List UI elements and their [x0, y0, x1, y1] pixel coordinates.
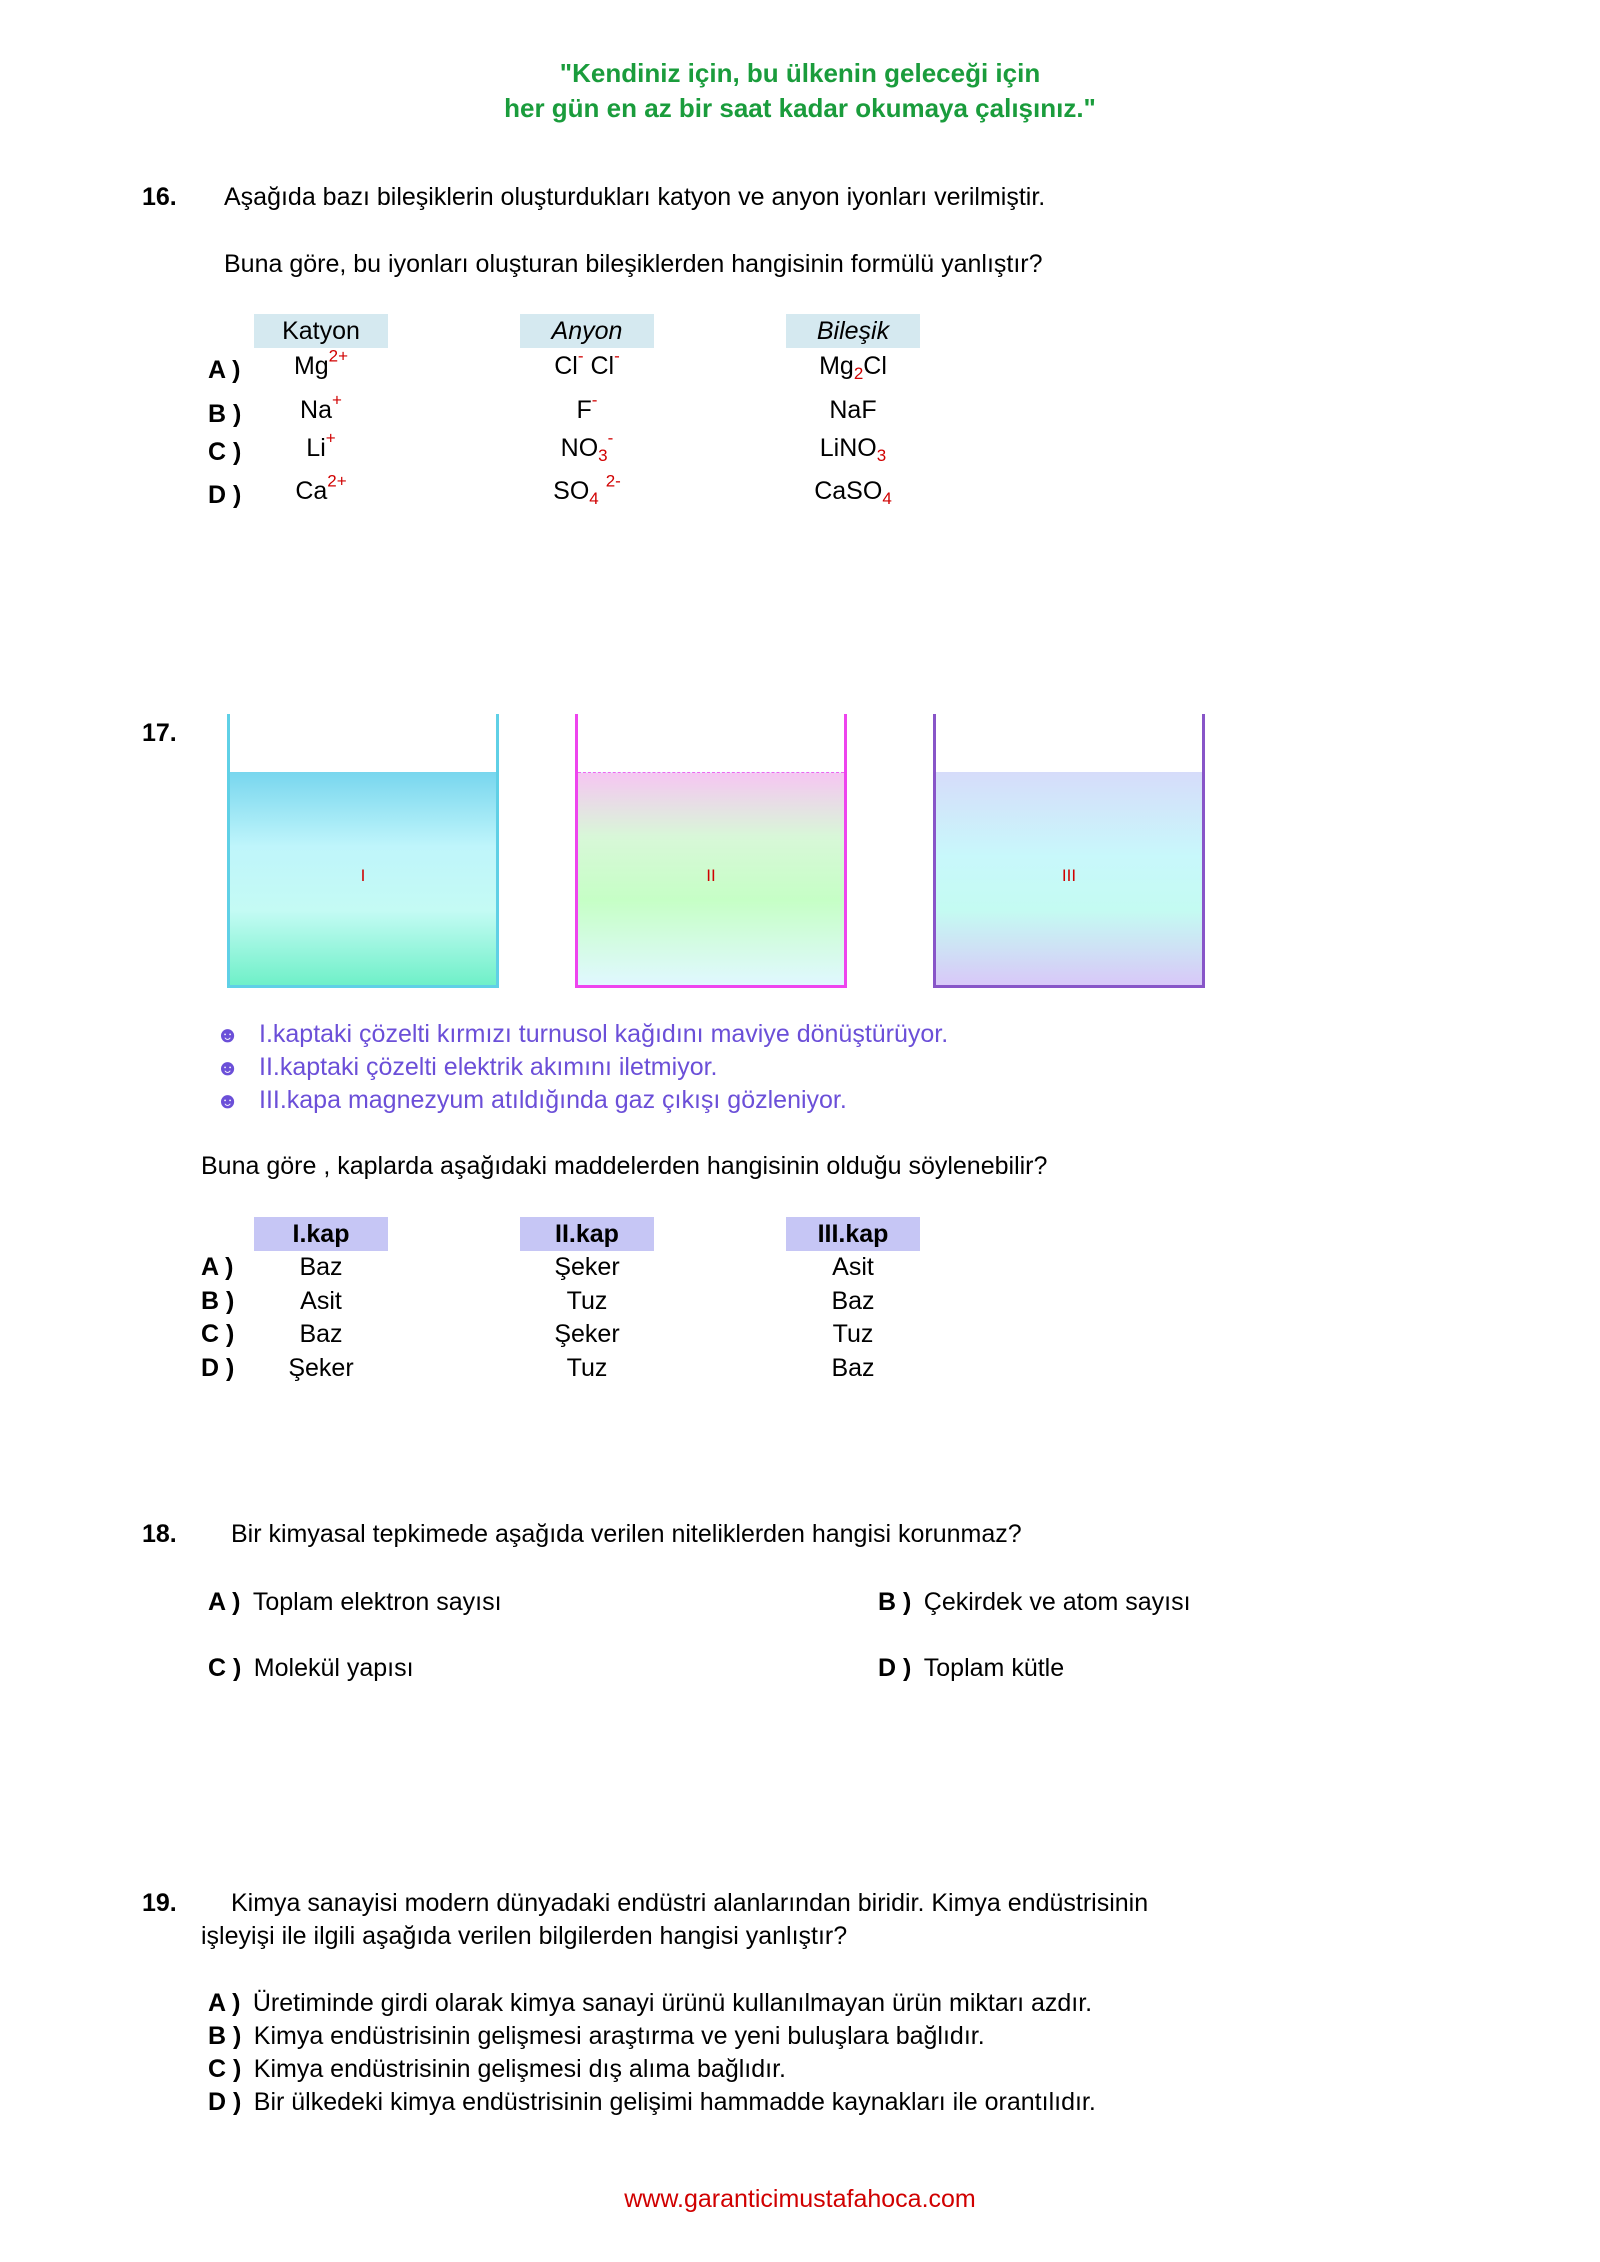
cup-3-cell: Baz — [831, 1353, 875, 1382]
option-text: Üretiminde girdi olarak kimya sanayi ürünü kullanılmayan ürün miktarı azdır. — [252, 1989, 1093, 2017]
option-text: Çekirdek ve atom sayısı — [923, 1588, 1191, 1616]
anion-cell: $NO_3^-$ — [560, 428, 614, 466]
header-cup-2: II.kap — [520, 1217, 654, 1251]
cup-3-cell: Baz — [831, 1286, 875, 1315]
cup-2-cell: Tuz — [566, 1286, 608, 1315]
motto-line-2: her gün en az bir saat kadar okumaya çalışınız." — [504, 93, 1096, 123]
option-text: Kimya endüstrisinin gelişmesi araştırma ve yeni buluşlara bağlıdır. — [253, 2022, 985, 2050]
question-18-text: Bir kimyasal tepkimede aşağıda verilen niteliklerden hangisi korunmaz? — [231, 1520, 1022, 1548]
option-c[interactable] — [208, 1654, 414, 1683]
answer-label[interactable]: C ) — [208, 438, 242, 466]
option-b[interactable] — [878, 1588, 1191, 1617]
option-text: Toplam kütle — [923, 1654, 1065, 1682]
beaker-2 — [575, 714, 847, 988]
statement-2: II.kaptaki çözelti elektrik akımını iletmiyor. — [259, 1053, 718, 1081]
bullet-icon: ☻ — [216, 1022, 240, 1047]
option-label: A ) — [208, 1989, 241, 2017]
option-c[interactable] — [208, 2055, 786, 2084]
footer-url[interactable]: www.garanticimustafahoca.com — [624, 2185, 976, 2213]
compound-cell: CaSO$_4$ — [814, 477, 892, 509]
question-19-text-2: işleyişi ile ilgili aşağıda verilen bilgilerden hangisi yanlıştır? — [201, 1922, 848, 1950]
question-number-17: 17. — [142, 719, 177, 747]
answer-label[interactable]: C ) — [201, 1320, 235, 1348]
anion-cell: $SO_4$ $^{2-}$ — [553, 471, 621, 509]
option-a[interactable] — [208, 1588, 502, 1617]
cup-2-cell: Tuz — [566, 1353, 608, 1382]
option-a[interactable] — [208, 1989, 1092, 2018]
bullet-icon: ☻ — [216, 1055, 240, 1080]
answer-label[interactable]: D ) — [208, 481, 242, 509]
header-compound: Bileşik — [786, 314, 920, 348]
beaker-3 — [933, 714, 1205, 988]
statement-1: I.kaptaki çözelti kırmızı turnusol kağıdını maviye dönüştürüyor. — [259, 1020, 949, 1048]
cup-1-cell: Baz — [299, 1320, 343, 1348]
answer-label[interactable]: B ) — [208, 400, 242, 428]
statement-3: III.kapa magnezyum atıldığında gaz çıkışı gözleniyor. — [259, 1086, 847, 1114]
option-text: Molekül yapısı — [253, 1654, 414, 1682]
anion-cell: Cl- Cl- — [554, 346, 620, 380]
option-d[interactable] — [208, 2088, 1096, 2117]
question-number-18: 18. — [142, 1520, 177, 1548]
cation-cell: Li+ — [306, 428, 336, 462]
answer-label[interactable]: A ) — [208, 356, 241, 384]
beaker-2-label: II — [706, 866, 716, 885]
question-16-text-2: Buna göre, bu iyonları oluşturan bileşiklerden hangisinin formülü yanlıştır? — [224, 250, 1043, 278]
option-text: Toplam elektron sayısı — [252, 1588, 502, 1616]
option-text: Bir ülkedeki kimya endüstrisinin gelişimi hammadde kaynakları ile orantılıdır. — [253, 2088, 1096, 2116]
header-cation: Katyon — [254, 314, 388, 348]
option-d[interactable] — [878, 1654, 1064, 1683]
cup-3-cell: Tuz — [832, 1320, 874, 1348]
anion-cell: F- — [576, 390, 598, 424]
question-17-text: Buna göre , kaplarda aşağıdaki maddelerden hangisinin olduğu söylenebilir? — [201, 1152, 1048, 1180]
option-label: D ) — [208, 2088, 242, 2116]
beaker-3-label: III — [1061, 866, 1077, 885]
option-label: C ) — [208, 1654, 242, 1682]
motto-line-1: "Kendiniz için, bu ülkenin geleceği için — [559, 58, 1041, 88]
compound-cell: LiNO$_3$ — [819, 434, 887, 466]
cup-1-cell: Asit — [300, 1286, 342, 1315]
cup-1-cell: Şeker — [288, 1353, 354, 1382]
question-19-text-1: Kimya sanayisi modern dünyadaki endüstri alanlarından biridir. Kimya endüstrisinin — [231, 1889, 1149, 1917]
option-label: D ) — [878, 1654, 912, 1682]
option-b[interactable] — [208, 2022, 985, 2051]
cup-2-cell: Şeker — [554, 1253, 620, 1281]
compound-cell: NaF — [829, 396, 877, 424]
cation-cell: $Mg^{2+}$ — [293, 346, 349, 380]
cation-cell: Na+ — [300, 390, 342, 424]
cup-2-cell: Şeker — [554, 1320, 620, 1348]
beaker-1-label: I — [360, 866, 366, 885]
header-cup-1: I.kap — [254, 1217, 388, 1251]
question-number-16: 16. — [142, 183, 177, 211]
option-label: B ) — [208, 2022, 242, 2050]
cation-cell: $Ca^{2+}$ — [295, 471, 347, 505]
cup-3-cell: Asit — [832, 1253, 874, 1281]
header-anion: Anyon — [520, 314, 654, 348]
option-label: C ) — [208, 2055, 242, 2083]
option-label: A ) — [208, 1588, 241, 1616]
option-label: B ) — [878, 1588, 912, 1616]
cup-1-cell: Baz — [299, 1253, 343, 1281]
question-16-text-1: Aşağıda bazı bileşiklerin oluşturdukları katyon ve anyon iyonları verilmiştir. — [224, 183, 1046, 211]
answer-label[interactable]: B ) — [201, 1286, 235, 1315]
beaker-1 — [227, 714, 499, 988]
option-text: Kimya endüstrisinin gelişmesi dış alıma bağlıdır. — [253, 2055, 786, 2083]
header-cup-3: III.kap — [786, 1217, 920, 1251]
answer-label[interactable]: D ) — [201, 1353, 235, 1382]
question-number-19: 19. — [142, 1889, 177, 1917]
bullet-icon: ☻ — [216, 1088, 240, 1113]
answer-label[interactable]: A ) — [201, 1253, 234, 1281]
compound-cell: $Mg_2Cl$ — [819, 352, 887, 384]
